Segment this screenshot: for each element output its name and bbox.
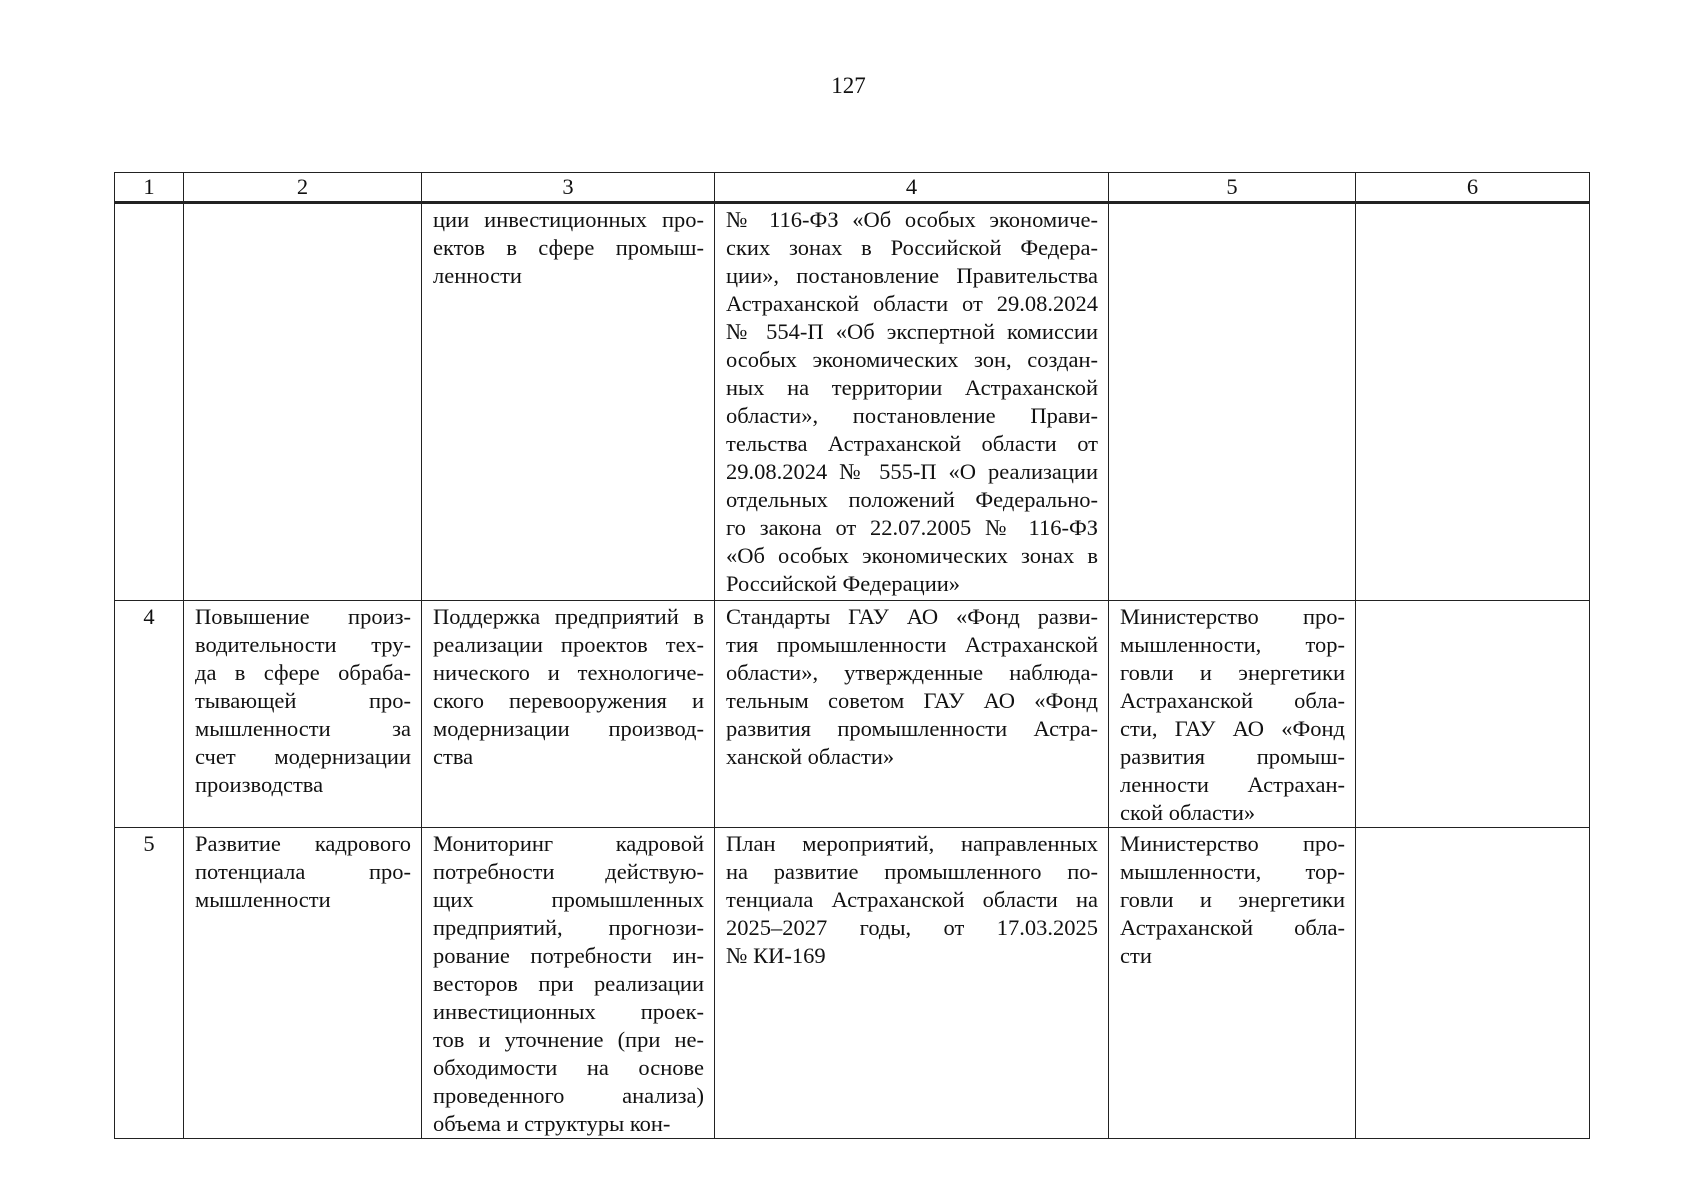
cell-line: мышленности [195,887,331,912]
cell-line: Министерство про- [1120,831,1345,856]
cell-line: предприятий, прогнози- [433,915,704,940]
cell-line: Астраханской обла- [1120,915,1345,940]
header-col-4: 4 [715,173,1109,203]
cell-line: го закона от 22.07.2005 № 116-ФЗ [726,515,1098,540]
document-cell [715,828,1109,1139]
cell-line: области», постановление Прави- [726,403,1098,428]
cell-line: на развитие промышленного по- [726,859,1098,884]
cell-line: ленности [433,263,522,288]
responsible-cell [1109,828,1356,1139]
cell-line: щих промышленных [433,887,704,912]
table-row [115,828,1590,1139]
cell-line: тия промышленности Астраханской [726,632,1098,657]
cell-line: мышленности, тор- [1120,632,1345,657]
cell-line: особых экономических зон, создан- [726,347,1098,372]
responsible-cell [1109,203,1356,601]
cell-line: объема и структуры кон- [433,1111,671,1136]
cell-line: мышленности, тор- [1120,859,1345,884]
cell-line: Поддержка предприятий в [433,604,704,629]
page-number: 127 [831,73,866,98]
cell-line: водительности тру- [195,632,411,657]
goal-cell [184,601,422,828]
cell-line: № 116-ФЗ «Об особых экономиче- [726,207,1098,232]
cell-line: тельным советом ГАУ АО «Фонд [726,688,1098,713]
cell-line: ских зонах в Российской Федера- [726,235,1098,260]
header-col-1: 1 [115,173,184,203]
measure-cell [422,828,715,1139]
header-col-3: 3 [422,173,715,203]
cell-line: тов и уточнение (при не- [433,1027,704,1052]
cell-line: ции», постановление Правительства [726,263,1098,288]
measure-cell [422,601,715,828]
cell-line: Мониторинг кадровой [433,831,704,856]
cell-line: ленности Астрахан- [1120,772,1345,797]
cell-line: № КИ-169 [726,943,826,968]
cell-line: ектов в сфере промыш- [433,235,704,260]
cell-line: нического и технологиче- [433,660,704,685]
row-number [115,203,184,601]
cell-line: весторов при реализации [433,971,704,996]
cell-line: План мероприятий, направленных [726,831,1098,856]
cell-line: Повышение произ- [195,604,411,629]
col6-cell [1356,828,1590,1139]
cell-line: ской области» [1120,800,1256,825]
cell-line: Астраханской обла- [1120,688,1345,713]
cell-line: 2025–2027 годы, от 17.03.2025 [726,915,1098,940]
header-col-5: 5 [1109,173,1356,203]
cell-line: рование потребности ин- [433,943,704,968]
cell-line: счет модернизации [195,744,411,769]
cell-line: № 554-П «Об экспертной комиссии [726,319,1098,344]
document-cell [715,601,1109,828]
cell-line: развития промыш- [1120,744,1345,769]
cell-line: проведенного анализа) [433,1083,704,1108]
cell-line: потенциала про- [195,859,411,884]
cell-line: сти, ГАУ АО «Фонд [1120,716,1345,741]
cell-line: модернизации производ- [433,716,704,741]
goal-cell [184,828,422,1139]
cell-line: инвестиционных проек- [433,999,704,1024]
cell-line: реализации проектов тех- [433,632,704,657]
row-number: 4 [115,601,184,828]
cell-line: да в сфере обраба- [195,660,411,685]
col6-cell [1356,203,1590,601]
table-row [115,601,1590,828]
cell-line: ции инвестиционных про- [433,207,704,232]
cell-line: тывающей про- [195,688,411,713]
cell-line: отдельных положений Федерально- [726,487,1098,512]
cell-line: потребности действую- [433,859,704,884]
cell-line: говли и энергетики [1120,887,1345,912]
cell-line: Развитие кадрового [195,831,411,856]
col6-cell [1356,601,1590,828]
cell-line: «Об особых экономических зонах в [726,543,1098,568]
cell-line: Астраханской области от 29.08.2024 [726,291,1098,316]
cell-line: сти [1120,943,1152,968]
header-col-2: 2 [184,173,422,203]
responsible-cell [1109,601,1356,828]
cell-line: тельства Астраханской области от [726,431,1098,456]
cell-line: области», утвержденные наблюда- [726,660,1098,685]
cell-line: обходимости на основе [433,1055,704,1080]
cell-line: ства [433,744,474,769]
table-header-row [115,173,1590,203]
cell-line: Стандарты ГАУ АО «Фонд разви- [726,604,1098,629]
document-cell [715,203,1109,601]
cell-line: Министерство про- [1120,604,1345,629]
cell-line: ского перевооружения и [433,688,704,713]
cell-line: производства [195,772,324,797]
cell-line: говли и энергетики [1120,660,1345,685]
row-number: 5 [115,828,184,1139]
goal-cell [184,203,422,601]
cell-line: развития промышленности Астра- [726,716,1098,741]
cell-line: 29.08.2024 № 555-П «О реализации [726,459,1098,484]
cell-line: ных на территории Астраханской [726,375,1098,400]
cell-line: Российской Федерации» [726,571,961,596]
table-row [115,203,1590,601]
measures-table [114,172,1590,1139]
cell-line: тенциала Астраханской области на [726,887,1098,912]
cell-line: мышленности за [195,716,411,741]
measure-cell [422,203,715,601]
cell-line: ханской области» [726,744,895,769]
header-col-6: 6 [1356,173,1590,203]
